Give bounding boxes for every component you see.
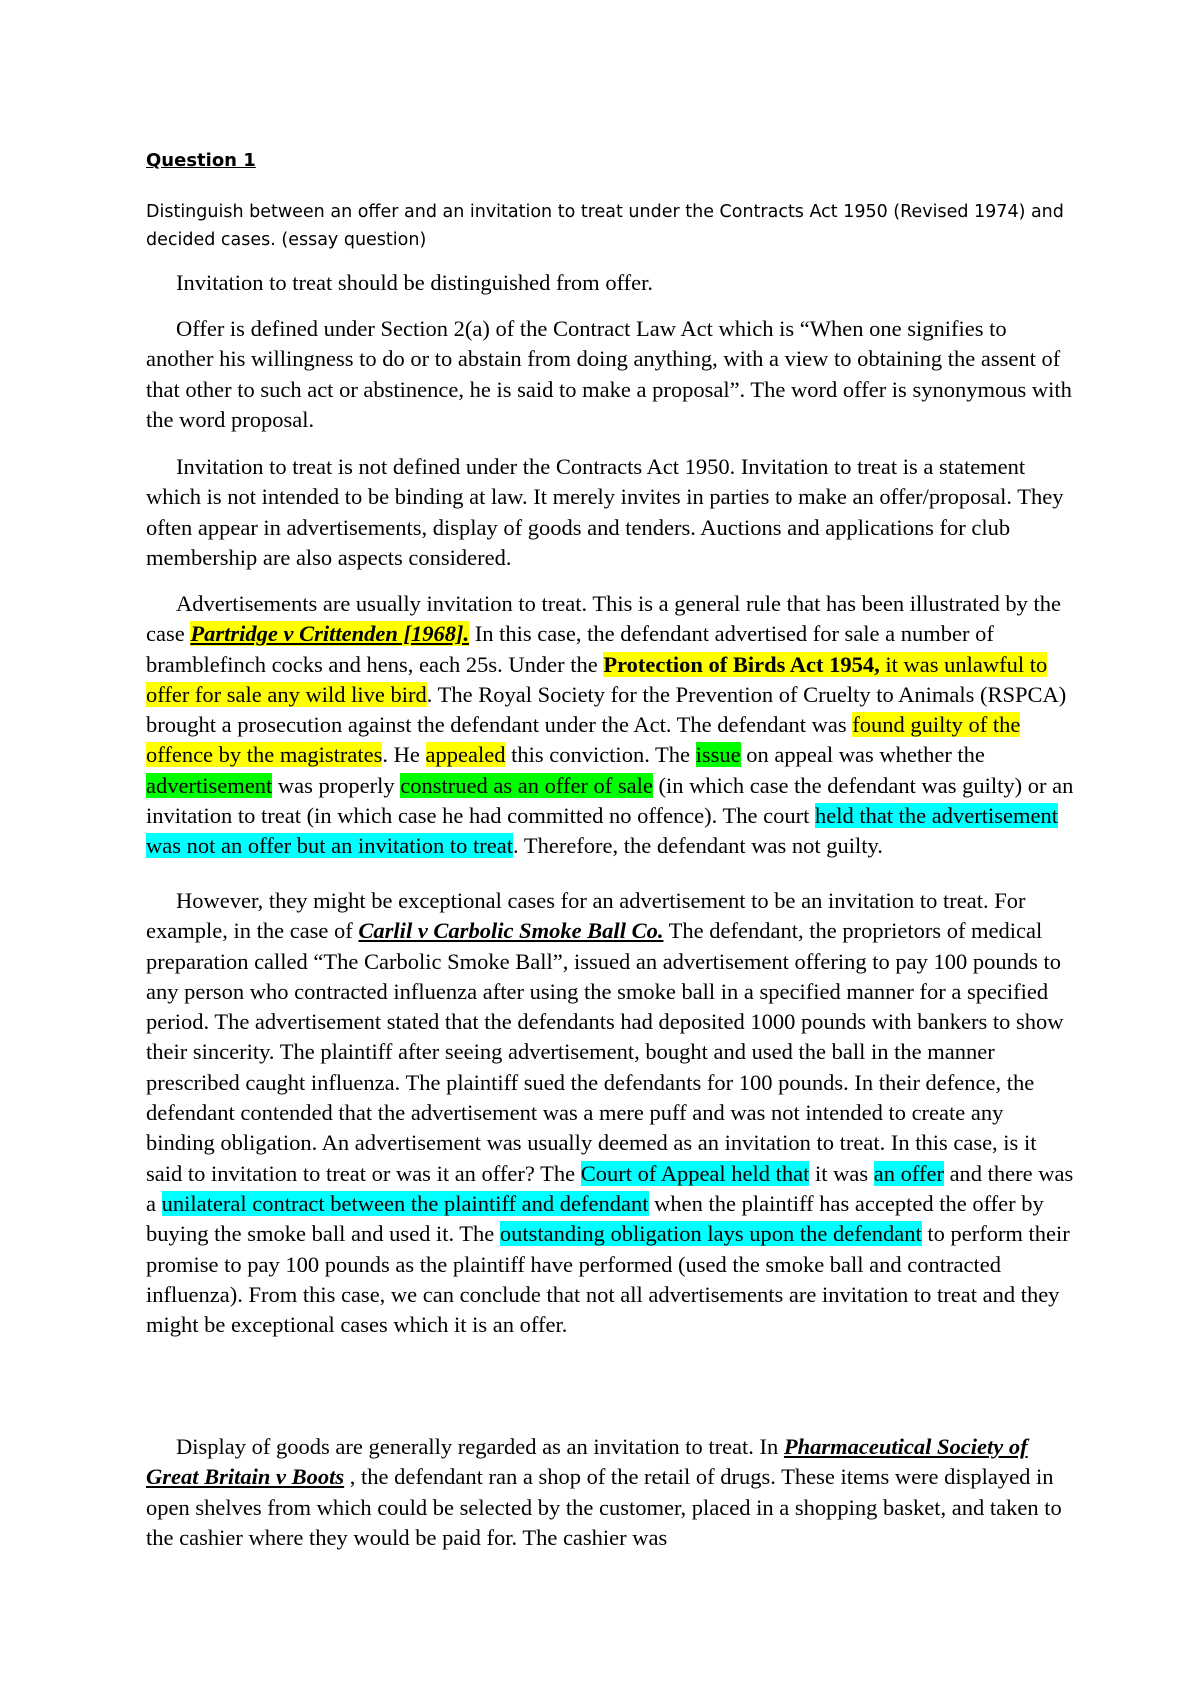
paragraph-2 bbox=[146, 314, 1074, 435]
text-run: However, they might be exceptional cases for an advertisement to be an invitation to treat. For example, in the case of bbox=[146, 888, 1026, 944]
question-title: Question 1 bbox=[146, 150, 256, 171]
text-run: on appeal was whether the bbox=[740, 742, 985, 768]
paragraph-6-text bbox=[146, 1432, 1074, 1553]
paragraph-1-text: Invitation to treat should be distinguished from offer. bbox=[176, 270, 654, 295]
paragraph-5-text bbox=[146, 886, 1074, 1340]
highlight-unilateral-contract: unilateral contract between the plaintiff and defendant bbox=[161, 1190, 649, 1216]
text-run: The defendant, the proprietors of medical preparation called “The Carbolic Smoke Ball”, issued an advertisement offering to pay 100 pounds to any person who contracted influenza after using the smoke ball in a specified manner for a specified period. The advertisement stated that the defendants had deposited 1000 pounds with bankers to show their sincerity. The plaintiff after seeing advertisement, bought and used the ball in the manner prescribed caught influenza. The plaintiff sued the defendants for 100 pounds. In their defence, the defendant contended that the advertisement was a mere puff and was not intended to create any binding obligation. An advertisement was usually deemed as an invitation to treat. In this case, is it said to invitation to treat or was it an offer? The bbox=[146, 918, 1064, 1186]
text-run: it was bbox=[809, 1160, 874, 1186]
paragraph-5 bbox=[146, 886, 1074, 1340]
highlight-found-guilty: found guilty of the offence by the magistrates bbox=[146, 712, 1021, 768]
highlight-appealed: appealed bbox=[425, 742, 506, 768]
paragraph-3-text: Invitation to treat is not defined under the Contracts Act 1950. Invitation to treat is a statement which is not intended to be binding at law. It merely invites in parties to make an offer/proposal. They often appear in advertisements, display of goods and tenders. Auctions and applications for club membership are also aspects considered. bbox=[146, 454, 1064, 570]
highlight-construed: construed as an offer of sale bbox=[400, 772, 653, 798]
text-run: to perform their promise to pay 100 pounds as the plaintiff have performed (used the smoke ball and contracted influenza). From this case, we can conclude that not all advertisements are invitation to treat and they might be exceptional cases which it is an offer. bbox=[146, 1221, 1070, 1338]
paragraph-1 bbox=[146, 268, 1074, 298]
text-run: this conviction. The bbox=[505, 742, 696, 768]
highlight-an-offer: an offer bbox=[873, 1160, 944, 1186]
paragraph-6 bbox=[146, 1432, 1074, 1553]
text-run: . The Royal Society for the Prevention of Cruelty to Animals (RSPCA) brought a prosecution against the defendant under the Act. The defendant was bbox=[146, 681, 1067, 738]
text-run: Display of goods are generally regarded as an invitation to treat. In bbox=[176, 1434, 784, 1459]
question-prompt: Distinguish between an offer and an invitation to treat under the Contracts Act 1950 (Revised 1974) and decided cases. (essay question) bbox=[146, 202, 1064, 250]
highlight-held: held that the advertisement was not an offer but an invitation to treat bbox=[146, 803, 1058, 859]
paragraph-2-text: Offer is defined under Section 2(a) of the Contract Law Act which is “When one signifies to another his willingness to do or to abstain from doing anything, with a view to obtaining the assent of that other to such act or abstinence, he is said to make a proposal”. The word offer is synonymous with the word proposal. bbox=[146, 316, 1072, 432]
case-citation-boots: Pharmaceutical Society of Great Britain v Boots bbox=[146, 1434, 1028, 1490]
highlight-court-of-appeal: Court of Appeal held that bbox=[580, 1160, 810, 1186]
highlight-issue: issue bbox=[695, 742, 741, 768]
highlight-rule: it was unlawful to offer for sale any wild live bird bbox=[146, 651, 1048, 707]
highlight-advertisement: advertisement bbox=[146, 772, 273, 798]
text-run: . Therefore, the defendant was not guilty. bbox=[513, 833, 883, 859]
text-run: when the plaintiff has accepted the offer by buying the smoke ball and used it. The bbox=[146, 1190, 1044, 1247]
text-run: In this case, the defendant advertised for sale a number of bramblefinch cocks and hens, each 25s. Under the bbox=[146, 621, 994, 677]
paragraph-3 bbox=[146, 452, 1074, 573]
statute-protection-of-birds: Protection of Birds Act 1954, bbox=[603, 651, 880, 677]
text-run: and there was a bbox=[146, 1160, 1074, 1216]
text-run: (in which case the defendant was guilty) or an invitation to treat (in which case he had committed no offence). The court bbox=[146, 772, 1074, 829]
text-run: . He bbox=[382, 742, 426, 768]
text-run: Advertisements are usually invitation to treat. This is a general rule that has been illustrated by the case bbox=[146, 591, 1061, 647]
text-run: , the defendant ran a shop of the retail of drugs. These items were displayed in open shelves from which could be selected by the customer, placed in a shopping basket, and taken to the cashier where they would be paid for. The cashier was bbox=[146, 1464, 1062, 1550]
highlight-outstanding-obligation: outstanding obligation lays upon the defendant bbox=[499, 1221, 922, 1247]
text-run: was properly bbox=[272, 772, 401, 798]
paragraph-4-text bbox=[146, 589, 1074, 862]
case-citation-partridge: Partridge v Crittenden [1968]. bbox=[190, 621, 470, 647]
case-citation-carlil: Carlil v Carbolic Smoke Ball Co. bbox=[358, 918, 664, 944]
paragraph-4 bbox=[146, 589, 1074, 862]
